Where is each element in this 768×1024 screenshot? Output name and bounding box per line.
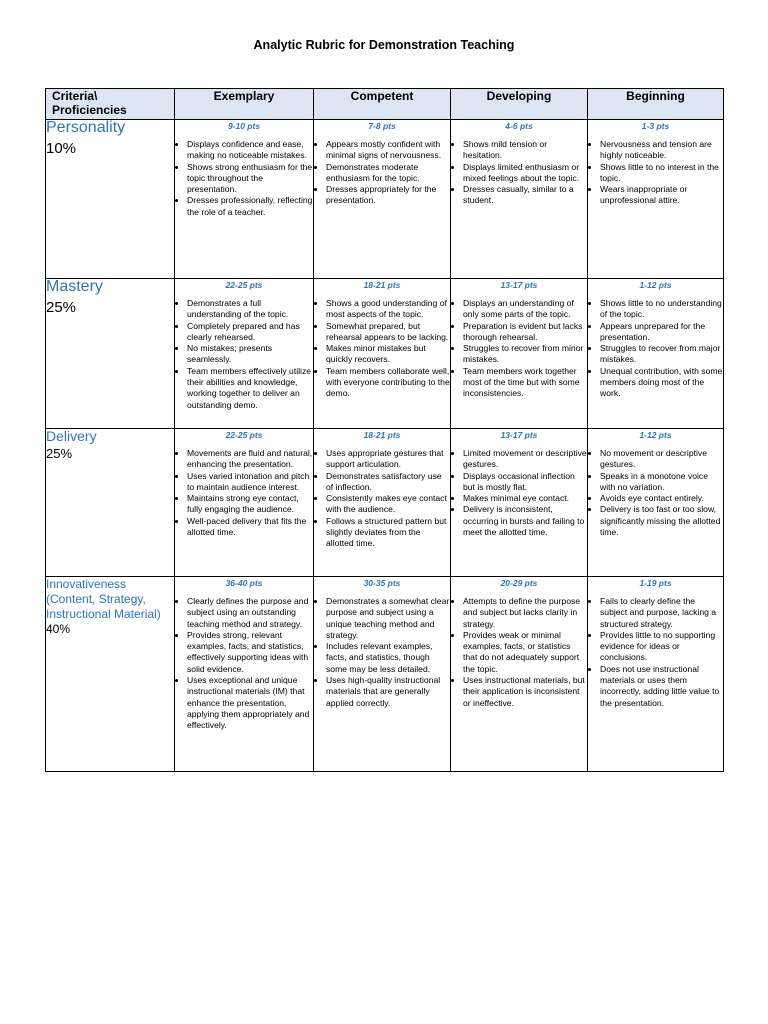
descriptor-item: • Displays an understanding of only some parts of the topic. xyxy=(463,298,587,321)
level-cell-exemplary xyxy=(175,279,314,429)
criterion-cell xyxy=(46,279,175,429)
descriptor-list xyxy=(314,448,450,550)
criterion-weight: 40% xyxy=(46,622,71,636)
points-range: 13-17 pts xyxy=(500,280,538,290)
descriptor-item: • Attempts to define the purpose and subject but lacks clarity in strategy. xyxy=(463,596,587,630)
rubric-table xyxy=(45,88,724,772)
level-cell-competent xyxy=(314,429,451,577)
criterion-name: Innovativeness (Content, Strategy, Instructional Material) xyxy=(46,577,161,621)
descriptor-item: • Delivery is inconsistent, occurring in bursts and failing to meet the allotted time. xyxy=(463,504,587,538)
descriptor-item: • Includes relevant examples, facts, and statistics, though some may be less detailed. xyxy=(326,641,450,675)
descriptor-item: • Shows a good understanding of most aspects of the topic. xyxy=(326,298,450,321)
level-cell-developing xyxy=(451,279,588,429)
descriptor-item: • Struggles to recover from minor mistakes. xyxy=(463,343,587,366)
descriptor-item: • Shows strong enthusiasm for the topic throughout the presentation. xyxy=(187,162,313,196)
descriptor-list xyxy=(175,448,313,538)
criterion-weight: 10% xyxy=(46,139,77,157)
descriptor-item: • Demonstrates a somewhat clear purpose and subject using a unique teaching method and strategy. xyxy=(326,596,450,641)
level-cell-developing xyxy=(451,577,588,772)
descriptor-item: • Makes minimal eye contact. xyxy=(463,493,587,504)
criterion-weight: 25% xyxy=(46,445,73,461)
level-cell-beginning xyxy=(588,429,724,577)
level-cell-beginning xyxy=(588,120,724,279)
descriptor-item: • Clearly defines the purpose and subject using an outstanding teaching method and strategy. xyxy=(187,596,313,630)
descriptor-item: • Shows little to no understanding of the topic. xyxy=(600,298,723,321)
descriptor-list xyxy=(175,298,313,411)
descriptor-item: • Shows mild tension or hesitation. xyxy=(463,139,587,162)
points-range: 30-35 pts xyxy=(363,578,401,588)
points-range: 18-21 pts xyxy=(363,280,401,290)
points-range: 22-25 pts xyxy=(225,430,263,440)
descriptor-item: • Fails to clearly define the subject and purpose, lacking a structured strategy. xyxy=(600,596,723,630)
criterion-cell xyxy=(46,429,175,577)
descriptor-list xyxy=(314,139,450,207)
descriptor-item: • Shows little to no interest in the topic. xyxy=(600,162,723,185)
level-header-developing: Developing xyxy=(451,89,588,120)
descriptor-list xyxy=(451,596,587,709)
criterion-cell xyxy=(46,577,175,772)
descriptor-item: • Uses exceptional and unique instructional materials (IM) that enhance the presentation, applying them appropriately and effectively. xyxy=(187,675,313,731)
level-cell-exemplary xyxy=(175,429,314,577)
descriptor-item: • Follows a structured pattern but slightly deviates from the allotted time. xyxy=(326,516,450,550)
descriptor-list xyxy=(175,139,313,218)
descriptor-item: • Maintains strong eye contact, fully engaging the audience. xyxy=(187,493,313,516)
descriptor-item: • Uses appropriate gestures that support articulation. xyxy=(326,448,450,471)
points-range: 7-8 pts xyxy=(368,121,396,131)
descriptor-item: • Appears mostly confident with minimal signs of nervousness. xyxy=(326,139,450,162)
rubric-row-delivery xyxy=(46,429,724,577)
descriptor-item: • Unequal contribution, with some members doing most of the work. xyxy=(600,366,723,400)
rubric-row-personality xyxy=(46,120,724,279)
descriptor-item: • Dresses casually, similar to a student. xyxy=(463,184,587,207)
points-range: 13-17 pts xyxy=(500,430,538,440)
descriptor-item: • Completely prepared and has clearly rehearsed. xyxy=(187,321,313,344)
criterion-name: Delivery xyxy=(46,428,97,444)
header-row xyxy=(46,89,724,120)
descriptor-item: • Demonstrates moderate enthusiasm for the topic. xyxy=(326,162,450,185)
descriptor-item: • Consistently makes eye contact with the audience. xyxy=(326,493,450,516)
points-range: 36-40 pts xyxy=(225,578,263,588)
descriptor-item: • Avoids eye contact entirely. xyxy=(600,493,723,504)
descriptor-item: • Delivery is too fast or too slow, significantly missing the allotted time. xyxy=(600,504,723,538)
criterion-name: Personality xyxy=(46,119,126,136)
points-range: 9-10 pts xyxy=(227,121,261,131)
descriptor-item: • No movement or descriptive gestures. xyxy=(600,448,723,471)
level-header-exemplary: Exemplary xyxy=(175,89,314,120)
points-range: 1-19 pts xyxy=(639,578,672,588)
level-cell-beginning xyxy=(588,279,724,429)
level-cell-beginning xyxy=(588,577,724,772)
descriptor-item: • Nervousness and tension are highly noticeable. xyxy=(600,139,723,162)
level-header-beginning: Beginning xyxy=(588,89,724,120)
level-cell-competent xyxy=(314,120,451,279)
descriptor-item: • Struggles to recover from major mistakes. xyxy=(600,343,723,366)
descriptor-list xyxy=(451,298,587,400)
descriptor-item: • Displays occasional inflection but is mostly flat. xyxy=(463,471,587,494)
descriptor-item: • Well-paced delivery that fits the allotted time. xyxy=(187,516,313,539)
descriptor-item: • Limited movement or descriptive gestures. xyxy=(463,448,587,471)
descriptor-item: • Demonstrates satisfactory use of inflection. xyxy=(326,471,450,494)
descriptor-item: • Speaks in a monotone voice with no variation. xyxy=(600,471,723,494)
points-range: 4-6 pts xyxy=(505,121,533,131)
descriptor-item: • Movements are fluid and natural, enhancing the presentation. xyxy=(187,448,313,471)
criteria-header: Criteria\ Proficiencies xyxy=(46,89,175,120)
level-cell-competent xyxy=(314,577,451,772)
descriptor-item: • Preparation is evident but lacks thorough rehearsal. xyxy=(463,321,587,344)
descriptor-item: • Team members collaborate well, with everyone contributing to the demo. xyxy=(326,366,450,400)
descriptor-item: • Makes minor mistakes but quickly recovers. xyxy=(326,343,450,366)
descriptor-item: • No mistakes; presents seamlessly. xyxy=(187,343,313,366)
descriptor-item: • Displays confidence and ease, making no noticeable mistakes. xyxy=(187,139,313,162)
level-cell-developing xyxy=(451,429,588,577)
descriptor-list xyxy=(314,298,450,400)
descriptor-item: • Dresses professionally, reflecting the role of a teacher. xyxy=(187,195,313,218)
descriptor-item: • Displays limited enthusiasm or mixed feelings about the topic. xyxy=(463,162,587,185)
level-header-competent: Competent xyxy=(314,89,451,120)
level-cell-developing xyxy=(451,120,588,279)
descriptor-item: • Uses varied intonation and pitch to maintain audience interest. xyxy=(187,471,313,494)
rubric-row-innovativeness xyxy=(46,577,724,772)
descriptor-list xyxy=(588,448,723,538)
points-range: 1-12 pts xyxy=(639,430,672,440)
descriptor-list xyxy=(588,139,723,207)
level-cell-exemplary xyxy=(175,120,314,279)
descriptor-item: • Uses high-quality instructional materials that are generally applied correctly. xyxy=(326,675,450,709)
points-range: 1-3 pts xyxy=(641,121,670,131)
descriptor-item: • Provides strong, relevant examples, facts, and statistics, effectively supporting ideas with solid evidence. xyxy=(187,630,313,675)
descriptor-item: • Team members effectively utilize their abilities and knowledge, working together to deliver an outstanding demo. xyxy=(187,366,313,411)
descriptor-item: • Does not use instructional materials or uses them incorrectly, adding little value to the presentation. xyxy=(600,664,723,709)
descriptor-item: • Team members work together most of the time but with some inconsistencies. xyxy=(463,366,587,400)
criterion-cell xyxy=(46,120,175,279)
points-range: 18-21 pts xyxy=(363,430,401,440)
criterion-name: Mastery xyxy=(46,278,103,295)
descriptor-list xyxy=(588,298,723,400)
descriptor-list xyxy=(451,139,587,207)
points-range: 20-29 pts xyxy=(500,578,538,588)
descriptor-item: • Dresses appropriately for the presentation. xyxy=(326,184,450,207)
descriptor-item: • Provides little to no supporting evidence for ideas or conclusions. xyxy=(600,630,723,664)
descriptor-item: • Wears inappropriate or unprofessional attire. xyxy=(600,184,723,207)
level-cell-competent xyxy=(314,279,451,429)
points-range: 22-25 pts xyxy=(225,280,263,290)
document-title: Analytic Rubric for Demonstration Teaching xyxy=(253,38,515,52)
points-range: 1-12 pts xyxy=(639,280,672,290)
level-cell-exemplary xyxy=(175,577,314,772)
descriptor-list xyxy=(588,596,723,709)
descriptor-list xyxy=(314,596,450,709)
descriptor-item: • Uses instructional materials, but their application is inconsistent or ineffective. xyxy=(463,675,587,709)
descriptor-item: • Appears unprepared for the presentation. xyxy=(600,321,723,344)
descriptor-item: • Provides weak or minimal examples, facts, or statistics that do not adequately support the topic. xyxy=(463,630,587,675)
descriptor-list xyxy=(451,448,587,538)
descriptor-list xyxy=(175,596,313,732)
rubric-row-mastery xyxy=(46,279,724,429)
criterion-weight: 25% xyxy=(46,298,77,316)
descriptor-item: • Somewhat prepared, but rehearsal appears to be lacking. xyxy=(326,321,450,344)
descriptor-item: • Demonstrates a full understanding of the topic. xyxy=(187,298,313,321)
